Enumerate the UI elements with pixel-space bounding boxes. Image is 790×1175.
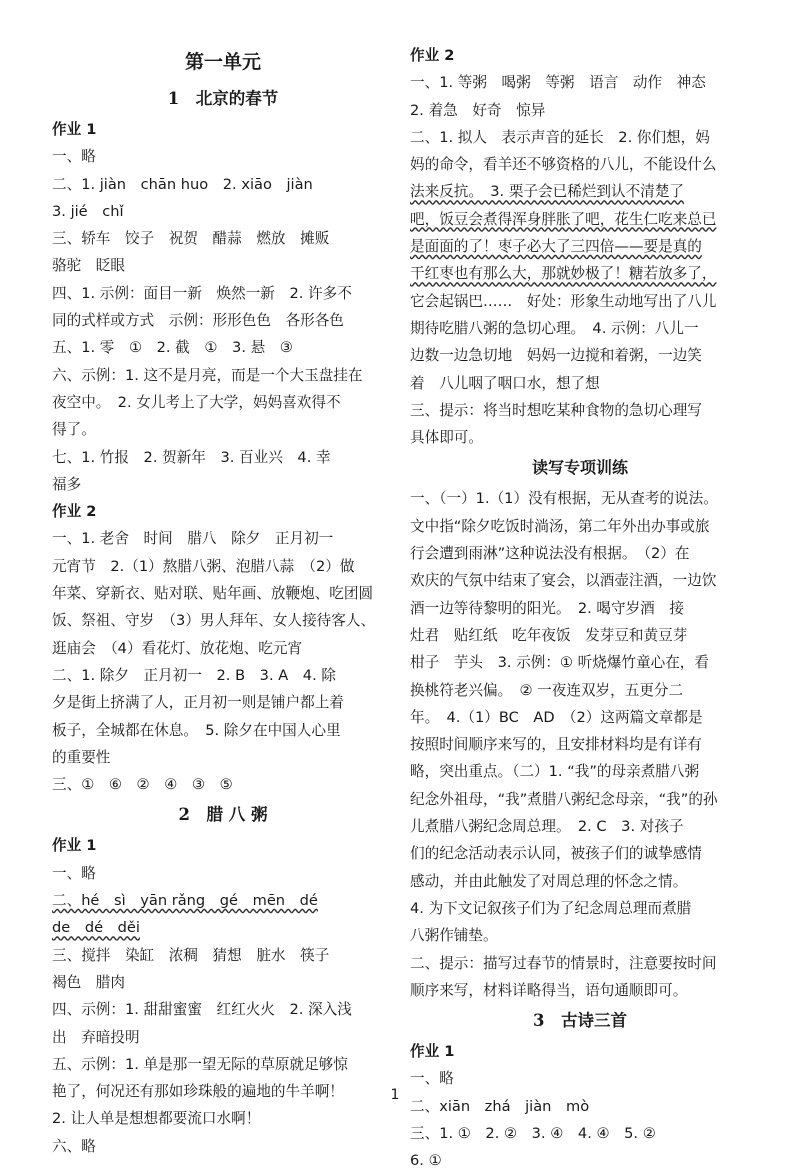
text-line: 饭、祭祖、守岁 （3）男人拜年、女人接待客人、: [52, 612, 376, 630]
text-line: 着 八儿咽了咽口水，想了想: [410, 374, 600, 392]
text-line: 一、略: [52, 864, 96, 882]
underlined-text-line: 是面面的了！枣子必大了三四倍——要是真的: [410, 238, 702, 256]
text-line: 七、1. 竹报 2. 贺新年 3. 百业兴 4. 幸: [52, 448, 331, 466]
unit-title: 第一单元: [184, 51, 261, 73]
text-line: 换桃符老兴偏。 ② 一夜连双岁，五更分二: [410, 681, 684, 699]
text-line: 3. jié chǐ: [52, 202, 124, 220]
text-line: 妈的命令，看羊还不够资格的八儿，不能设什么: [410, 156, 717, 174]
text-line: 柑子 芋头 3. 示例：① 听烧爆竹童心在，看: [410, 654, 709, 672]
underlined-text-line: 法来反抗。 3. 栗子会已稀烂到认不清楚了: [410, 183, 684, 201]
underlined-text-line: 二、hé sì yān rǎng gé mēn dé: [52, 892, 318, 910]
page-number: 1: [390, 1087, 400, 1103]
right-column: [410, 42, 750, 1175]
text-line: 福多: [52, 475, 82, 493]
text-line: 三、搅拌 染缸 浓稠 猜想 脏水 筷子: [52, 946, 330, 964]
text-line: 按照时间顺序来写的，且安排材料均是有详有: [410, 736, 702, 754]
text-line: 期待吃腊八粥的急切心理。 4. 示例：八儿一: [410, 319, 699, 337]
underlined-text-line: de dé děi: [52, 919, 140, 937]
text-line: 2. 让人单是想想都要流口水啊！: [52, 1110, 261, 1128]
text-line: 一、1. 等粥 喝粥 等粥 语言 动作 神态: [410, 74, 706, 92]
underlined-text-line: 干红枣也有那么大，那就妙极了！糖若放多了，: [410, 265, 717, 283]
text-line: 四、1. 示例：面目一新 焕然一新 2. 许多不: [52, 284, 352, 302]
text-line: 4. 为下文记叙孩子们为了纪念周总理而煮腊: [410, 899, 692, 917]
text-line: 边数一边急切地 妈妈一边搅和着粥，一边笑: [410, 347, 702, 365]
text-line: 二、1. 除夕 正月初一 2. B 3. A 4. 除: [52, 666, 336, 684]
text-line: 二、1. jiàn chān huo 2. xiāo jiàn: [52, 175, 313, 193]
left-column: [52, 42, 394, 1160]
text-line: 二、1. 拟人 表示声音的延长 2. 你们想，妈: [410, 128, 710, 146]
text-line: 三、1. ① 2. ② 3. ④ 4. ④ 5. ②: [410, 1124, 656, 1142]
text-line: 6. ①: [410, 1152, 442, 1170]
text-line: 2. 着急 好奇 惊异: [410, 101, 546, 119]
text-line: 感动，并由此触发了对周总理的怀念之情。: [410, 872, 688, 890]
underlined-text-line: 吧，饭豆会煮得浑身胖胀了吧，花生仁吃来总已: [410, 210, 717, 228]
text-line: 二、提示：描写过春节的情景时，注意要按时间: [410, 954, 717, 972]
text-line: 一、略: [52, 148, 96, 166]
text-line: 逛庙会 （4）看花灯、放花炮、吃元宵: [52, 639, 303, 657]
text-line: 二、xiān zhá jiàn mò: [410, 1097, 590, 1115]
lesson-title: 1 北京的春节: [167, 89, 279, 108]
text-line: 三、① ⑥ ② ④ ③ ⑤: [52, 776, 233, 794]
text-line: 一、1. 老舍 时间 腊八 除夕 正月初一: [52, 530, 334, 548]
text-line: 文中指“除夕吃饭时淌汤，第二年外出办事或旅: [410, 517, 710, 535]
text-line: 年。 4.（1）BC AD （2）这两篇文章都是: [410, 708, 703, 726]
text-line: 五、1. 零 ① 2. 截 ① 3. 悬 ③: [52, 339, 293, 357]
lesson-title: 2 腊 八 粥: [178, 805, 268, 825]
text-line: 三、提示：将当时想吃某种食物的急切心理写: [410, 401, 702, 419]
lesson-title: 3 古诗三首: [533, 1011, 627, 1031]
text-line: 具体即可。: [410, 429, 483, 447]
text-line: 艳了，何况还有那如珍珠般的遍地的牛羊啊！: [52, 1083, 344, 1101]
text-line: 略，突出重点。（二）1. “我”的母亲煮腊八粥: [410, 763, 700, 781]
text-line: 夕是街上挤满了人，正月初一则是铺户都上着: [52, 694, 344, 712]
text-line: 八粥作铺垫。: [410, 927, 498, 945]
text-line: 酒一边等待黎明的阳光。 2. 喝守岁酒 接: [410, 599, 684, 617]
text-line: 夜空中。 2. 女儿考上了大学，妈妈喜欢得不: [52, 393, 341, 411]
text-line: 灶君 贴红纸 吃年夜饭 发芽豆和黄豆芽: [410, 626, 688, 644]
text-line: 六、示例：1. 这不是月亮，而是一个大玉盘挂在: [52, 366, 363, 384]
homework-heading: 作业 1: [410, 1043, 455, 1061]
text-line: 的重要性: [52, 748, 111, 766]
text-line: 出 弃暗投明: [52, 1028, 140, 1046]
text-line: 一、（一）1.（1）没有根据，无从查考的说法。: [410, 490, 718, 508]
text-line: 顺序来写，材料详略得当，语句通顺即可。: [410, 981, 688, 999]
text-line: 同的式样或方式 示例：形形色色 各形各色: [52, 312, 344, 330]
text-line: 纪念外祖母，“我”煮腊八粥纪念母亲，“我”的孙: [410, 790, 718, 808]
text-line: 行会遭到雨淋”这种说法没有根据。 （2）在: [410, 545, 690, 563]
homework-heading: 作业 1: [52, 121, 97, 138]
text-line: 年菜、穿新衣、贴对联、贴年画、放鞭炮、吃团圆: [52, 585, 374, 603]
text-line: 三、轿车 饺子 祝贺 醋蒜 燃放 摊贩: [52, 230, 330, 248]
text-line: 骆驼 眨眼: [52, 257, 125, 275]
homework-heading: 作业 2: [410, 47, 455, 64]
text-line: 板子，全城都在休息。 5. 除夕在中国人心里: [52, 721, 341, 739]
text-line: 儿煮腊八粥纪念周总理。 2. C 3. 对孩子: [410, 818, 684, 836]
text-line: 五、示例：1. 单是那一望无际的草原就足够惊: [52, 1055, 348, 1073]
section-title: 读写专项训练: [531, 458, 628, 478]
text-line: 一、略: [410, 1070, 454, 1088]
text-line: 们的纪念活动表示认同，被孩子们的诚挚感情: [410, 845, 702, 863]
homework-heading: 作业 1: [52, 837, 97, 855]
text-line: 它会起锅巴…… 好处：形象生动地写出了八儿: [410, 292, 717, 310]
text-line: 得了。: [52, 421, 96, 439]
homework-heading: 作业 2: [52, 503, 97, 521]
text-line: 元宵节 2.（1）熬腊八粥、泡腊八蒜 （2）做: [52, 557, 355, 575]
text-line: 六、略: [52, 1137, 96, 1155]
text-line: 褐色 腊肉: [52, 973, 125, 991]
text-line: 四、示例：1. 甜甜蜜蜜 红红火火 2. 深入浅: [52, 1001, 352, 1019]
text-line: 欢庆的气氛中结束了宴会，以酒壶注酒，一边饮: [410, 572, 717, 590]
